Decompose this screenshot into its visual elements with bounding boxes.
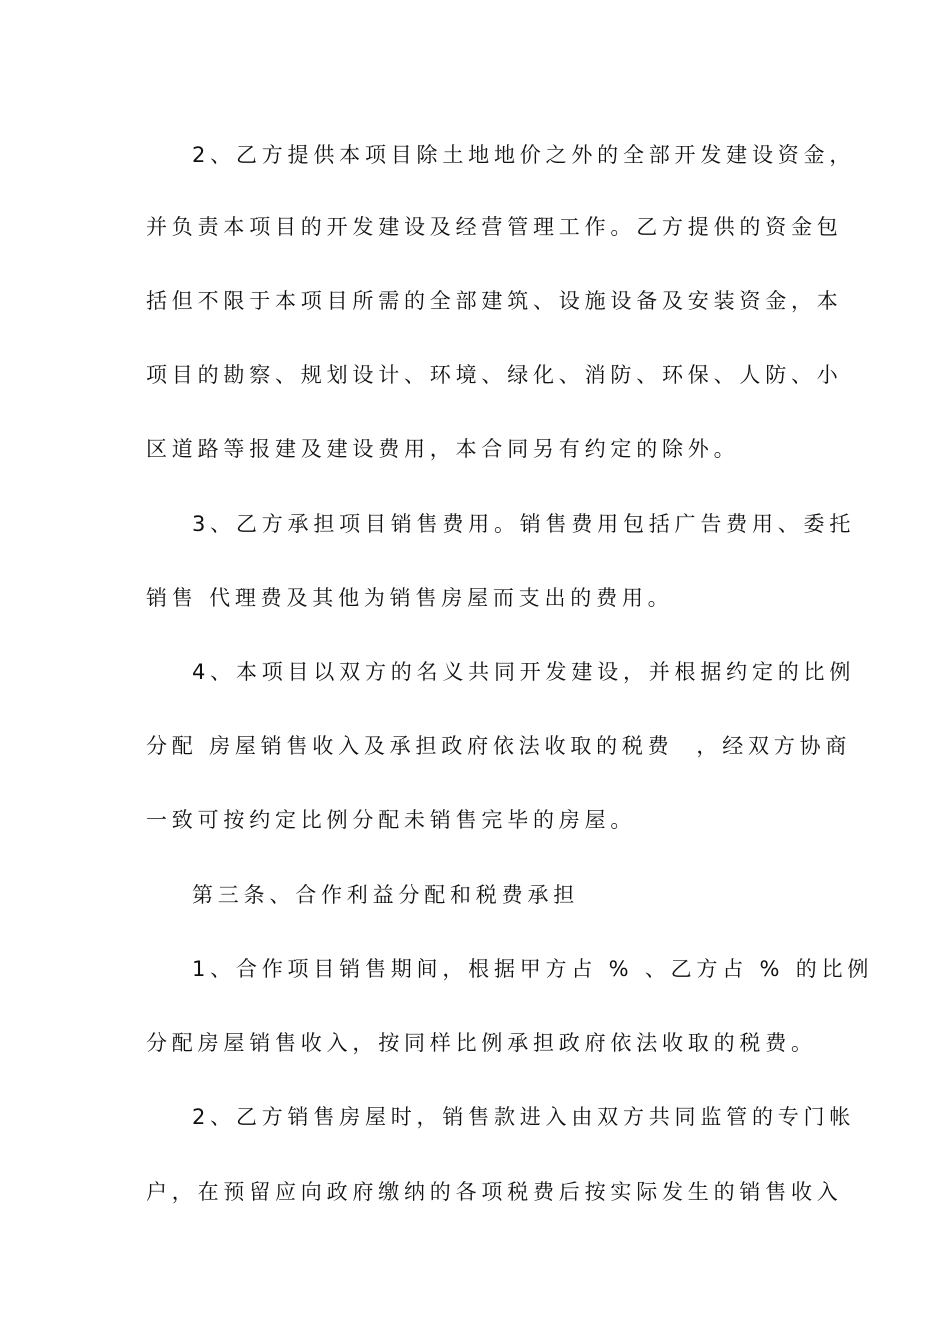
paragraph-3-line-2: 销售 代理费及其他为销售房屋而支出的费用。 (146, 586, 674, 610)
article-3-item-1-line-1: 1、合作项目销售期间，根据甲方占 % 、乙方占 % 的比例 (192, 957, 874, 981)
paragraph-2-line-4: 项目的勘察、规划设计、环境、绿化、消防、环保、人防、小 (146, 363, 843, 387)
paragraph-4-line-3: 一致可按约定比例分配未销售完毕的房屋。 (146, 808, 637, 832)
paragraph-2-line-5: 区道路等报建及建设费用，本合同另有约定的除外。 (146, 437, 740, 461)
article-3-item-2-line-1: 2、乙方销售房屋时，销售款进入由双方共同监管的专门帐 (192, 1105, 856, 1129)
paragraph-2-line-3: 括但不限于本项目所需的全部建筑、设施设备及安装资金，本 (146, 289, 843, 313)
paragraph-2-line-2: 并负责本项目的开发建设及经营管理工作。乙方提供的资金包 (146, 215, 843, 239)
paragraph-3-line-1: 3、乙方承担项目销售费用。销售费用包括广告费用、委托 (192, 512, 856, 536)
article-3-item-2-line-2: 户，在预留应向政府缴纳的各项税费后按实际发生的销售收入 (146, 1180, 843, 1204)
paragraph-4-line-1: 4、本项目以双方的名义共同开发建设，并根据约定的比例 (192, 660, 856, 684)
section-heading-article-3: 第三条、合作利益分配和税费承担 (192, 883, 579, 907)
article-3-item-1-line-2: 分配房屋销售收入，按同样比例承担政府依法收取的税费。 (146, 1031, 817, 1055)
paragraph-4-line-2: 分配 房屋销售收入及承担政府依法收取的税费 ，经双方协商 (146, 734, 852, 758)
paragraph-2-line-1: 2、乙方提供本项目除土地地价之外的全部开发建设资金， (192, 143, 856, 167)
